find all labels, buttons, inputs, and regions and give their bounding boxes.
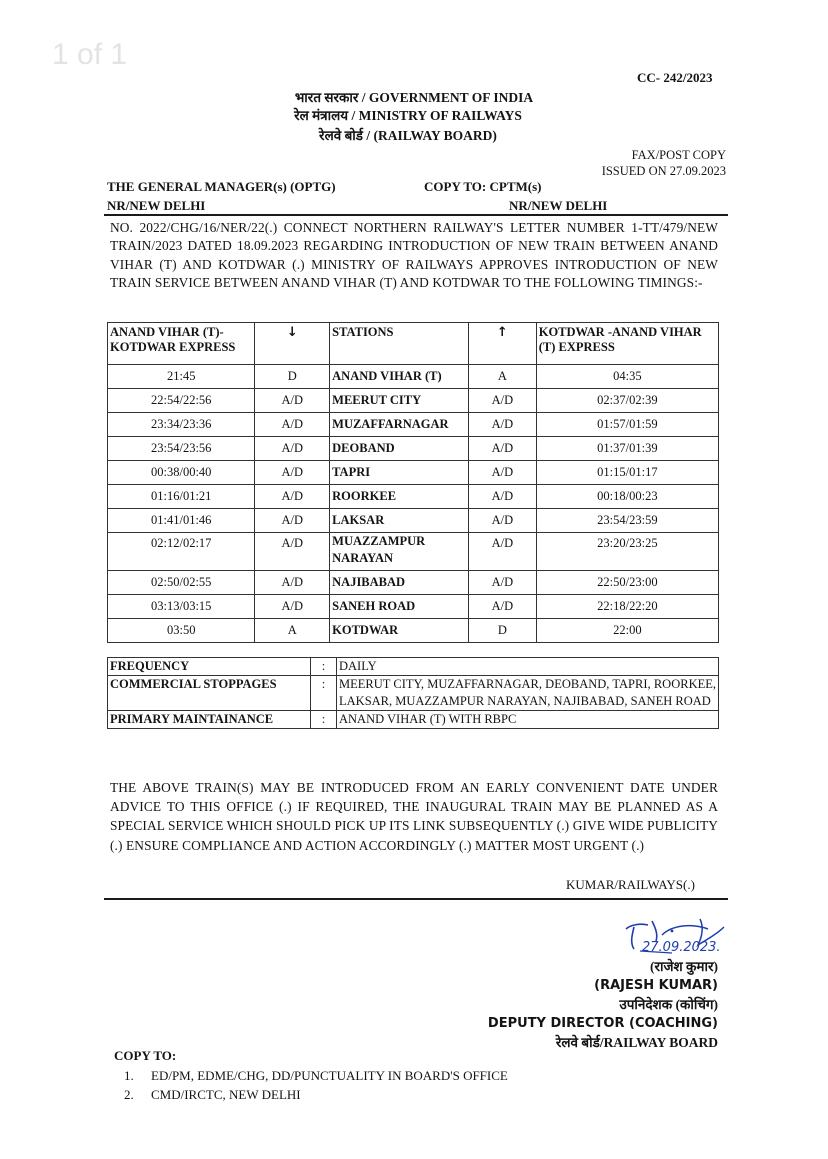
up-time: 01:15/01:17 [536, 461, 718, 485]
down-time: 02:50/02:55 [108, 571, 255, 595]
copy-item-number: 2. [124, 1087, 134, 1102]
up-code: A/D [469, 485, 537, 509]
closing-divider [104, 898, 728, 900]
issuer-ministry: रेल मंत्रालय / MINISTRY OF RAILWAYS [294, 108, 522, 123]
up-arrow-icon: ↑ [469, 323, 537, 365]
signatory-name-hindi: (राजेश कुमार) [649, 959, 718, 974]
down-time: 21:45 [108, 365, 255, 389]
up-code: A/D [469, 509, 537, 533]
handwritten-signature [612, 915, 772, 963]
issuer-board: रेलवे बोर्ड / (RAILWAY BOARD) [319, 128, 497, 143]
signatory-office: रेलवे बोर्ड/RAILWAY BOARD [555, 1035, 718, 1050]
stoppages-value: MEERUT CITY, MUZAFFARNAGAR, DEOBAND, TAPRI, ROORKEE, LAKSAR, MUAZZAMPUR NARAYAN, NAJIBABAD, SANEH ROAD [337, 676, 719, 711]
table-row [108, 413, 719, 437]
down-code: A/D [255, 437, 330, 461]
separator: : [311, 658, 337, 676]
up-time: 23:54/23:59 [536, 509, 718, 533]
table-row [108, 461, 719, 485]
issue-date: ISSUED ON 27.09.2023 [601, 164, 726, 178]
header-stations: STATIONS [330, 323, 469, 365]
station-name: ROORKEE [330, 485, 469, 509]
copy-item-number: 1. [124, 1068, 134, 1083]
up-time: 01:57/01:59 [536, 413, 718, 437]
station-name: LAKSAR [330, 509, 469, 533]
station-name: ANAND VIHAR (T) [330, 365, 469, 389]
timetable [107, 322, 719, 643]
table-row [108, 389, 719, 413]
up-code: A/D [469, 461, 537, 485]
down-code: A/D [255, 389, 330, 413]
station-name: TAPRI [330, 461, 469, 485]
up-time: 01:37/01:39 [536, 437, 718, 461]
station-name: KOTDWAR [330, 619, 469, 643]
up-time: 04:35 [536, 365, 718, 389]
up-code: D [469, 619, 537, 643]
copy-to-line-2: NR/NEW DELHI [509, 198, 608, 213]
station-name: SANEH ROAD [330, 595, 469, 619]
signature-date: 27.09.2023. [642, 940, 721, 955]
signatory-designation-hindi: उपनिदेशक (कोचिंग) [619, 997, 718, 1012]
table-row [108, 571, 719, 595]
copy-item-text: ED/PM, EDME/CHG, DD/PUNCTUALITY IN BOARD'S OFFICE [151, 1068, 508, 1083]
addressee-line-2: NR/NEW DELHI [107, 198, 206, 213]
down-code: A/D [255, 533, 330, 571]
table-row [108, 365, 719, 389]
down-time: 01:41/01:46 [108, 509, 255, 533]
up-code: A/D [469, 413, 537, 437]
copy-list-item [124, 1087, 301, 1103]
up-time: 23:20/23:25 [536, 533, 718, 571]
table-row [108, 509, 719, 533]
maintenance-value: ANAND VIHAR (T) WITH RBPC [337, 711, 719, 729]
signatory-designation: DEPUTY DIRECTOR (COACHING) [487, 1016, 718, 1031]
table-row [108, 533, 719, 571]
down-code: A [255, 619, 330, 643]
up-code: A/D [469, 533, 537, 571]
copy-item-text: CMD/IRCTC, NEW DELHI [151, 1087, 301, 1102]
frequency-value: DAILY [337, 658, 719, 676]
copy-to-line-1: COPY TO: CPTM(s) [424, 179, 542, 194]
down-arrow-icon: ↓ [255, 323, 330, 365]
up-time: 22:50/23:00 [536, 571, 718, 595]
telegraphic-sign: KUMAR/RAILWAYS(.) [566, 877, 695, 892]
service-details-table [107, 657, 719, 729]
timetable-body [108, 365, 719, 643]
up-code: A/D [469, 571, 537, 595]
down-code: A/D [255, 413, 330, 437]
down-code: A/D [255, 461, 330, 485]
down-time: 03:50 [108, 619, 255, 643]
up-code: A [469, 365, 537, 389]
down-time: 23:34/23:36 [108, 413, 255, 437]
down-time: 02:12/02:17 [108, 533, 255, 571]
maintenance-label: PRIMARY MAINTAINANCE [108, 711, 311, 729]
addressee-line-1: THE GENERAL MANAGER(s) (OPTG) [107, 179, 336, 194]
station-name: MUZAFFARNAGAR [330, 413, 469, 437]
table-row [108, 595, 719, 619]
table-row [108, 485, 719, 509]
up-time: 02:37/02:39 [536, 389, 718, 413]
down-time: 01:16/01:21 [108, 485, 255, 509]
address-divider [104, 214, 728, 216]
copy-list-item [124, 1068, 508, 1084]
separator: : [311, 711, 337, 729]
down-code: A/D [255, 485, 330, 509]
down-code: A/D [255, 595, 330, 619]
separator: : [311, 676, 337, 711]
down-code: A/D [255, 509, 330, 533]
signatory-block [488, 957, 718, 1052]
up-time: 00:18/00:23 [536, 485, 718, 509]
station-name: DEOBAND [330, 437, 469, 461]
down-time: 03:13/03:15 [108, 595, 255, 619]
copy-type: FAX/POST COPY [631, 148, 726, 162]
body-paragraph: NO. 2022/CHG/16/NER/22(.) CONNECT NORTHERN RAILWAY'S LETTER NUMBER 1-TT/479/NEW TRAIN/2023 DATED 18.09.2023 REGARDING INTRODUCTION OF NEW TRAIN BETWEEN ANAND VIHAR (T) AND KOTDWAR (.) MINISTRY OF RAILWAYS APPROVES INTRODUCTION OF NEW TRAIN SERVICE BETWEEN ANAND VIHAR (T) AND KOTDWAR TO THE FOLLOWING TIMINGS:- [110, 220, 718, 291]
station-name: MEERUT CITY [330, 389, 469, 413]
station-name: NAJIBABAD [330, 571, 469, 595]
reference-number: CC- 242/2023 [637, 70, 713, 85]
page-indicator: 1 of 1 [52, 38, 128, 71]
table-row [108, 437, 719, 461]
up-code: A/D [469, 595, 537, 619]
up-time: 22:18/22:20 [536, 595, 718, 619]
down-time: 23:54/23:56 [108, 437, 255, 461]
station-name: MUAZZAMPUR NARAYAN [330, 533, 469, 571]
stoppages-label: COMMERCIAL STOPPAGES [108, 676, 311, 711]
up-code: A/D [469, 437, 537, 461]
copy-list-heading: COPY TO: [114, 1048, 177, 1063]
down-time: 22:54/22:56 [108, 389, 255, 413]
signatory-name: (RAJESH KUMAR) [594, 978, 718, 993]
dispatch-info [570, 147, 726, 179]
down-time: 00:38/00:40 [108, 461, 255, 485]
down-code: A/D [255, 571, 330, 595]
table-row [108, 619, 719, 643]
header-down-train: ANAND VIHAR (T)- KOTDWAR EXPRESS [108, 323, 255, 365]
issuer-government: भारत सरकार / GOVERNMENT OF INDIA [294, 90, 534, 105]
up-time: 22:00 [536, 619, 718, 643]
closing-paragraph: THE ABOVE TRAIN(S) MAY BE INTRODUCED FROM AN EARLY CONVENIENT DATE UNDER ADVICE TO THIS OFFICE (.) IF REQUIRED, THE INAUGURAL TRAIN MAY BE PLANNED AS A SPECIAL SERVICE WHICH SHOULD PICK UP ITS LINK SUBSEQUENTLY (.) GIVE WIDE PUBLICITY (.) ENSURE COMPLIANCE AND ACTION ACCORDINGLY (.) MATTER MOST URGENT (.) [110, 780, 718, 853]
down-code: D [255, 365, 330, 389]
header-up-train: KOTDWAR -ANAND VIHAR (T) EXPRESS [536, 323, 718, 365]
frequency-label: FREQUENCY [108, 658, 311, 676]
up-code: A/D [469, 389, 537, 413]
